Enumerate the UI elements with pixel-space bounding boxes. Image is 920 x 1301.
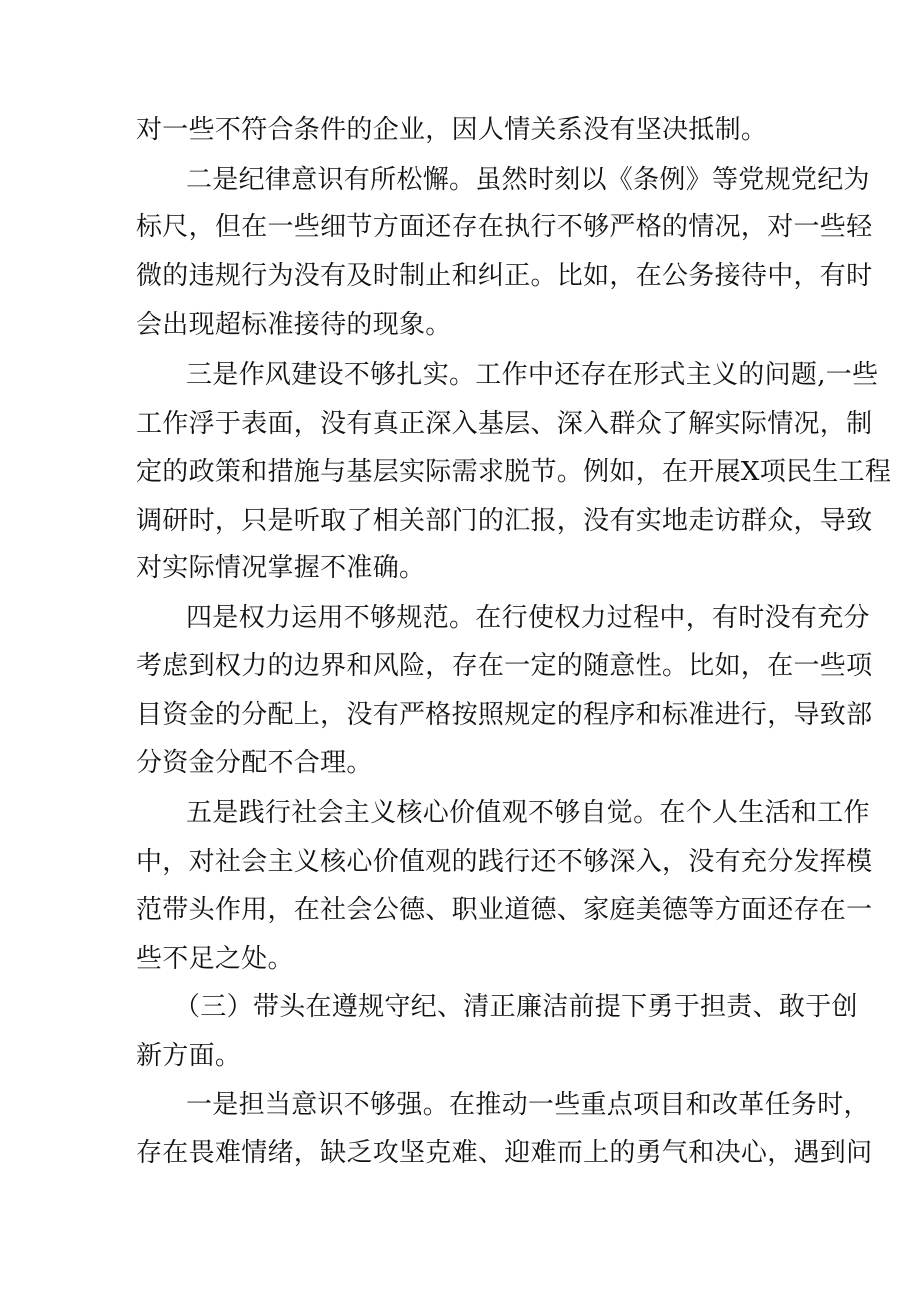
text-line: 存在畏难情绪，缺乏攻坚克难、迎难而上的勇气和决心，遇到问 (136, 1138, 873, 1168)
text-line: 一是担当意识不够强。在推动一些重点项目和改革任务时， (186, 1090, 870, 1120)
text-line: 调研时，只是听取了相关部门的汇报，没有实地走访群众，导致 (136, 506, 873, 536)
text-line: 分资金分配不合理。 (136, 748, 373, 778)
text-line: 考虑到权力的边界和风险，存在一定的随意性。比如，在一些项 (136, 651, 873, 681)
text-line: 四是权力运用不够规范。在行使权力过程中，有时没有充分 (186, 603, 870, 633)
text-line: 定的政策和措施与基层实际需求脱节。例如，在开展X项民生工程 (136, 457, 892, 487)
text-line: 对实际情况掌握不准确。 (136, 553, 426, 583)
text-line: 目资金的分配上，没有严格按照规定的程序和标准进行，导致部 (136, 700, 873, 730)
text-line: 三是作风建设不够扎实。工作中还存在形式主义的问题,一些 (186, 360, 879, 390)
text-line: 中，对社会主义核心价值观的践行还不够深入，没有充分发挥模 (136, 847, 873, 877)
text-line: 对一些不符合条件的企业，因人情关系没有坚决抵制。 (136, 115, 768, 145)
section-heading: 新方面。 (136, 1041, 242, 1071)
text-line: 二是纪律意识有所松懈。虽然时刻以《条例》等党规党纪为 (186, 165, 870, 195)
text-line: 会出现超标准接待的现象。 (136, 310, 452, 340)
text-line: 些不足之处。 (136, 944, 294, 974)
text-line: 工作浮于表面，没有真正深入基层、深入群众了解实际情况，制 (136, 409, 873, 439)
text-line: 五是践行社会主义核心价值观不够自觉。在个人生活和工作 (186, 798, 870, 828)
text-line: 范带头作用，在社会公德、职业道德、家庭美德等方面还存在一 (136, 895, 873, 925)
text-line: 标尺，但在一些细节方面还存在执行不够严格的情况，对一些轻 (136, 212, 873, 242)
text-line: 微的违规行为没有及时制止和纠正。比如，在公务接待中，有时 (136, 261, 873, 291)
section-heading: （三）带头在遵规守纪、清正廉洁前提下勇于担责、敢于创 (174, 992, 858, 1022)
